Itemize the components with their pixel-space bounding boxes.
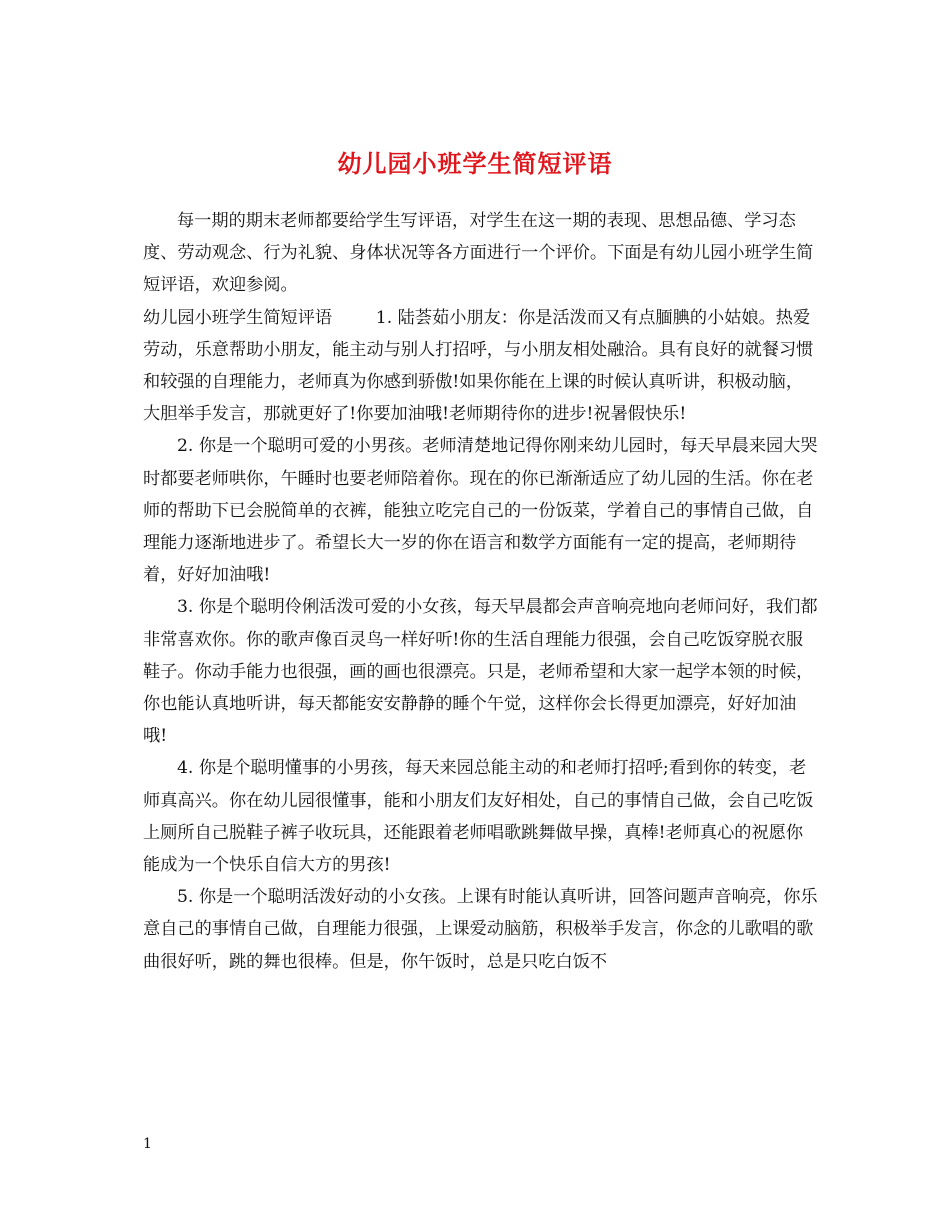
intro-paragraph: 每一期的期末老师都要给学生写评语，对学生在这一期的表现、思想品德、学习态度、劳动观念、行为礼貌、身体状况等各方面进行一个评价。下面是有幼儿园小班学生简短评语，欢迎参阅。	[143, 211, 814, 296]
comment-paragraph-1	[143, 302, 818, 431]
section-heading: 幼儿园小班学生简短评语	[143, 307, 333, 328]
comment-paragraph-3: 3. 你是个聪明伶俐活泼可爱的小女孩，每天早晨都会声音响亮地向老师问好，我们都非常喜欢你。你的歌声像百灵鸟一样好听!你的生活自理能力很强，会自己吃饭穿脱衣服鞋子。你动手能力也很强，画的画也很漂亮。只是，老师希望和大家一起学本领的时候，你也能认真地听讲，每天都能安安静静的睡个午觉，这样你会长得更加漂亮，好好加油哦!	[143, 597, 818, 747]
heading-spacer	[332, 308, 376, 328]
comment-1-text: 1. 陆荟茹小朋友：你是活泼而又有点腼腆的小姑娘。热爱劳动，乐意帮助小朋友，能主动与别人打招呼，与小朋友相处融洽。具有良好的就餐习惯和较强的自理能力，老师真为你感到骄傲!如果你能在上课的时候认真听讲，积极动脑，大胆举手发言，那就更好了!你要加油哦!老师期待你的进步!祝暑假快乐!	[143, 307, 814, 425]
comment-paragraph-5: 5. 你是一个聪明活泼好动的小女孩。上课有时能认真听讲，回答问题声音响亮，你乐意自己的事情自己做，自理能力很强，上课爱动脑筋，积极举手发言，你念的儿歌唱的歌曲很好听，跳的舞也很棒。但是，你午饭时，总是只吃白饭不	[143, 887, 818, 972]
document-title: 幼儿园小班学生简短评语	[337, 149, 613, 179]
comment-paragraph-2: 2. 你是一个聪明可爱的小男孩。老师清楚地记得你刚来幼儿园时，每天早晨来园大哭时都要老师哄你，午睡时也要老师陪着你。现在的你已渐渐适应了幼儿园的生活。你在老师的帮助下已会脱简单的衣裤，能独立吃完自己的一份饭菜，学着自己的事情自己做，自理能力逐渐地进步了。希望长大一岁的你在语言和数学方面能有一定的提高，老师期待着，好好加油哦!	[143, 436, 818, 586]
comment-paragraph-4: 4. 你是个聪明懂事的小男孩，每天来园总能主动的和老师打招呼;看到你的转变，老师真高兴。你在幼儿园很懂事，能和小朋友们友好相处，自己的事情自己做，会自己吃饭上厕所自己脱鞋子裤子收玩具，还能跟着老师唱歌跳舞做早操，真棒!老师真心的祝愿你能成为一个快乐自信大方的男孩!	[143, 758, 814, 876]
page-number: 1	[143, 1136, 152, 1152]
document-body	[143, 205, 818, 978]
